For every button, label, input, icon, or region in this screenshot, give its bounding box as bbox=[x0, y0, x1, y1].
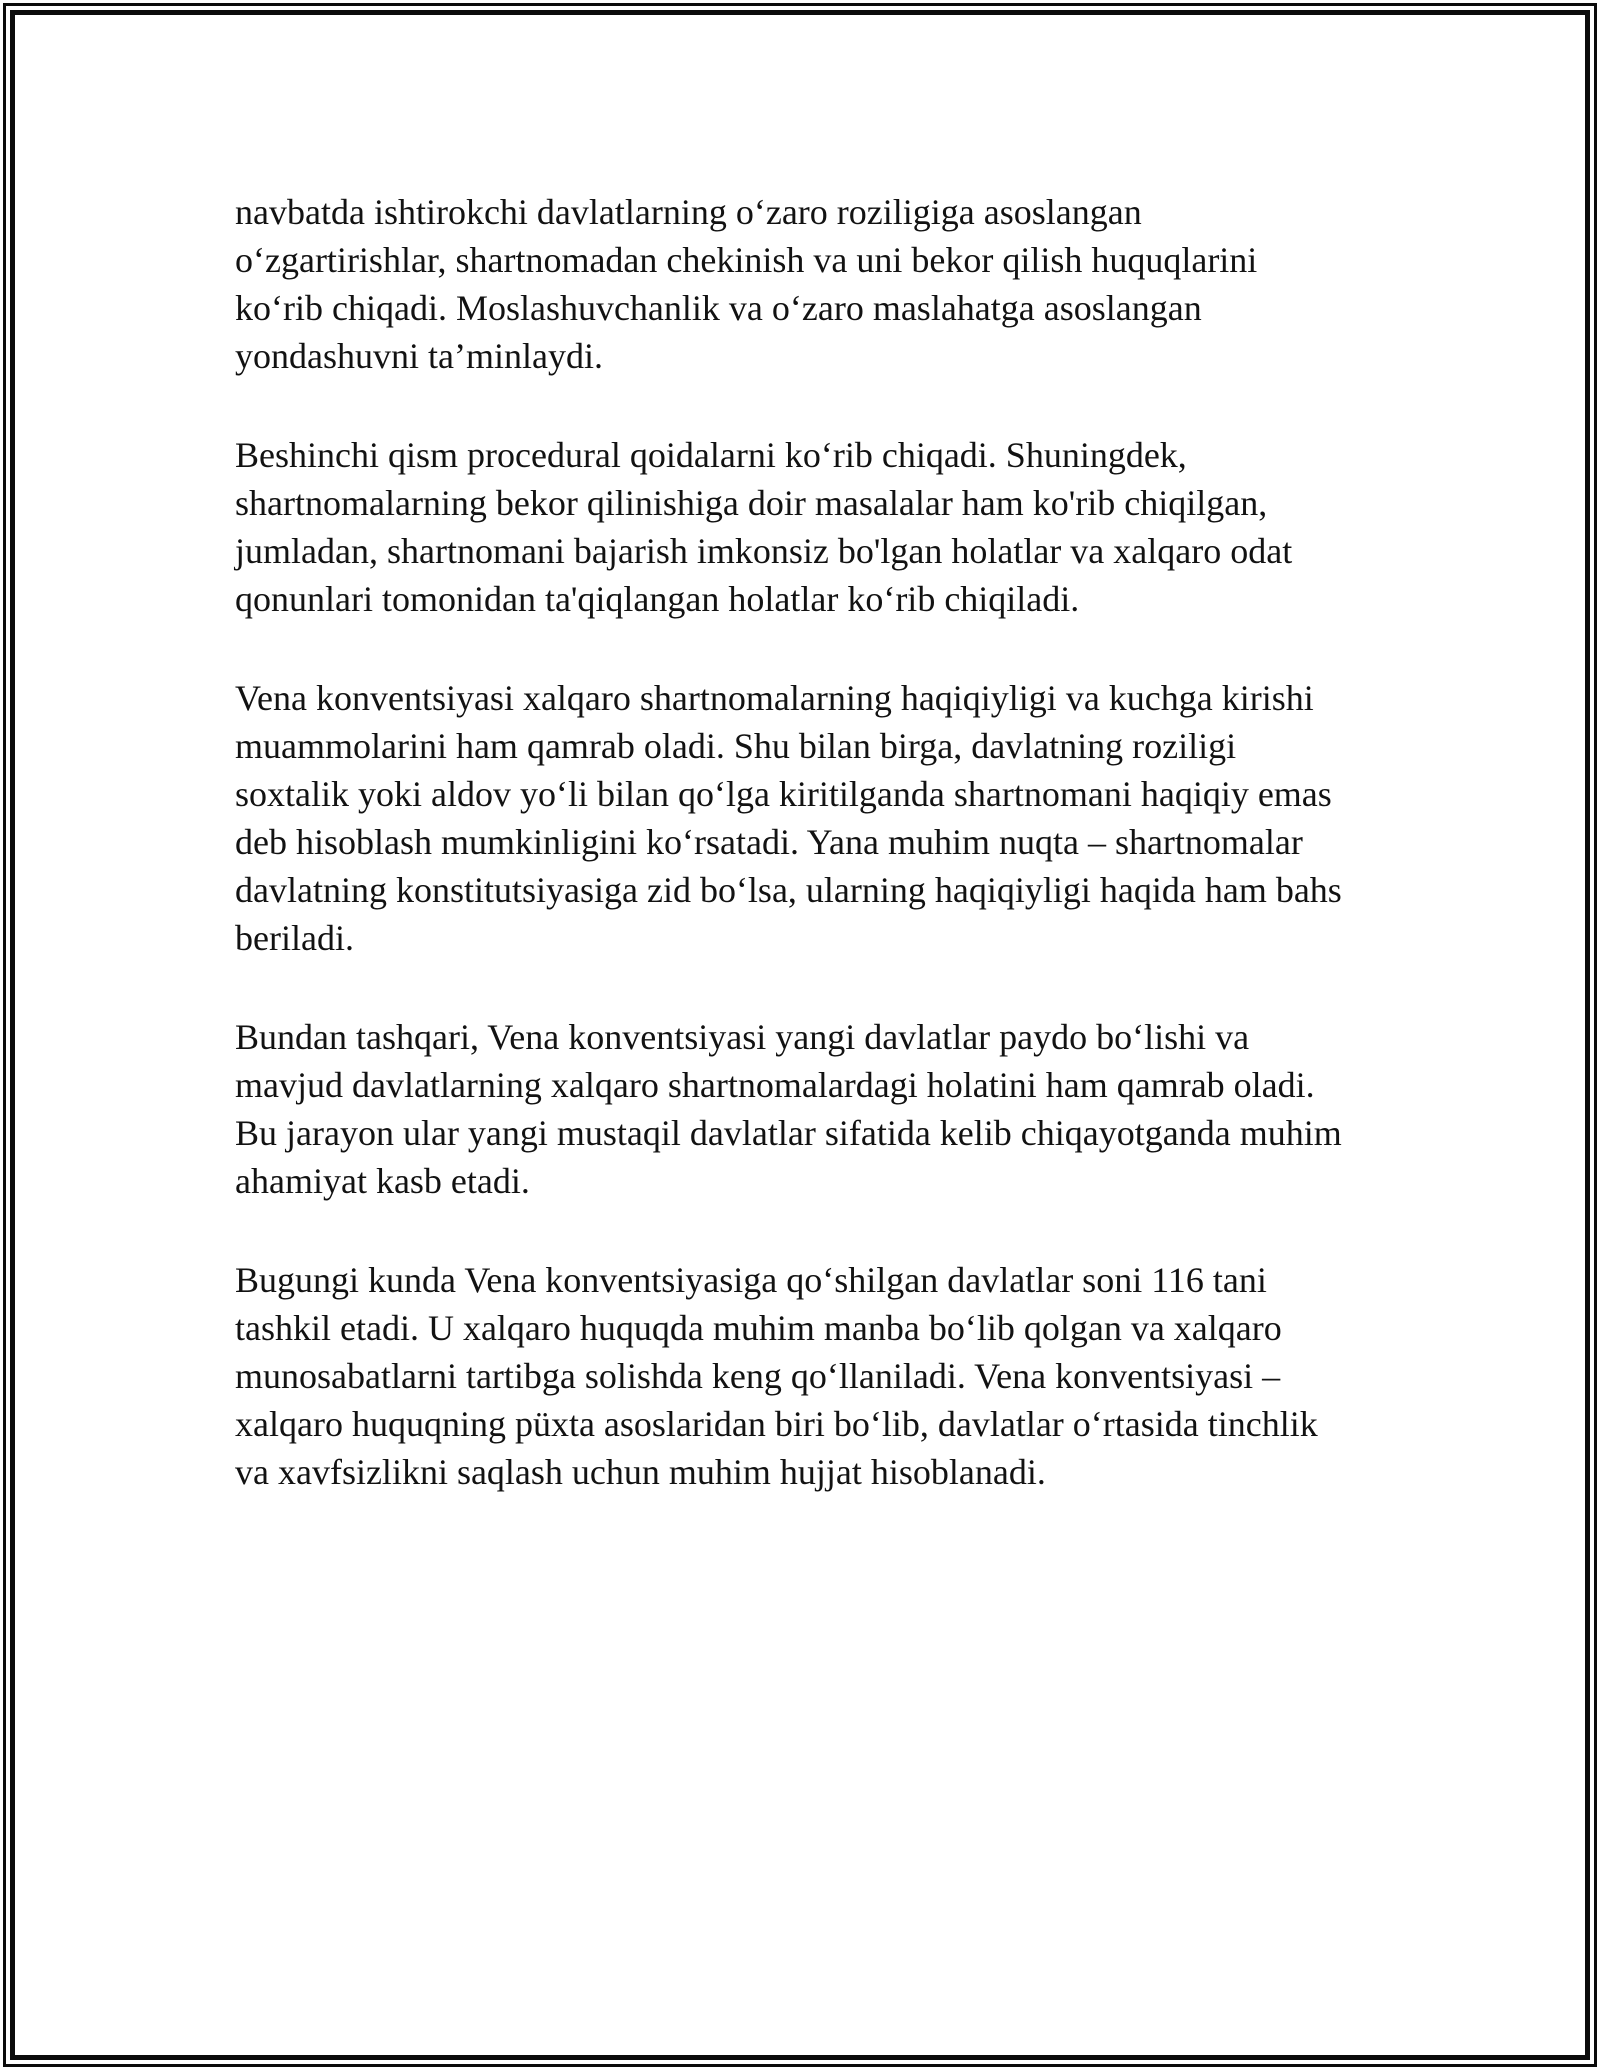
text-line: xalqaro huquqning püxta asoslaridan biri bo‘lib, davlatlar o‘rtasida tinchlik bbox=[235, 1404, 1318, 1444]
text-line: soxtalik yoki aldov yo‘li bilan qo‘lga kiritilganda shartnomani haqiqiy emas bbox=[235, 774, 1332, 814]
text-line: yondashuvni ta’minlaydi. bbox=[235, 336, 603, 376]
text-line: ahamiyat kasb etadi. bbox=[235, 1161, 530, 1201]
paragraph-3 bbox=[235, 674, 1385, 962]
text-line: davlatning konstitutsiyasiga zid bo‘lsa, ularning haqiqiyligi haqida ham bahs bbox=[235, 870, 1342, 910]
text-line: qonunlari tomonidan ta'qiqlangan holatlar ko‘rib chiqiladi. bbox=[235, 579, 1080, 619]
text-line: Bu jarayon ular yangi mustaqil davlatlar sifatida kelib chiqayotganda muhim bbox=[235, 1113, 1342, 1153]
paragraph-5 bbox=[235, 1256, 1385, 1496]
text-line: Bundan tashqari, Vena konventsiyasi yangi davlatlar paydo bo‘lishi va bbox=[235, 1017, 1250, 1057]
text-line: shartnomalarning bekor qilinishiga doir masalalar ham ko'rib chiqilgan, bbox=[235, 483, 1268, 523]
text-line: ko‘rib chiqadi. Moslashuvchanlik va o‘zaro maslahatga asoslangan bbox=[235, 288, 1202, 328]
paragraph-2 bbox=[235, 431, 1385, 623]
text-line: Bugungi kunda Vena konventsiyasiga qo‘shilgan davlatlar soni 116 tani bbox=[235, 1260, 1267, 1300]
text-line: va xavfsizlikni saqlash uchun muhim hujjat hisoblanadi. bbox=[235, 1452, 1046, 1492]
paragraph-4 bbox=[235, 1013, 1385, 1205]
text-line: beriladi. bbox=[235, 918, 354, 958]
text-line: Beshinchi qism procedural qoidalarni ko‘rib chiqadi. Shuningdek, bbox=[235, 435, 1187, 475]
text-line: deb hisoblash mumkinligini ko‘rsatadi. Yana muhim nuqta – shartnomalar bbox=[235, 822, 1303, 862]
text-line: muammolarini ham qamrab oladi. Shu bilan birga, davlatning roziligi bbox=[235, 726, 1237, 766]
text-line: navbatda ishtirokchi davlatlarning o‘zaro roziligiga asoslangan bbox=[235, 192, 1142, 232]
text-line: mavjud davlatlarning xalqaro shartnomalardagi holatini ham qamrab oladi. bbox=[235, 1065, 1315, 1105]
text-line: jumladan, shartnomani bajarish imkonsiz bo'lgan holatlar va xalqaro odat bbox=[235, 531, 1293, 571]
text-line: munosabatlarni tartibga solishda keng qo‘llaniladi. Vena konventsiyasi – bbox=[235, 1356, 1281, 1396]
paragraph-1 bbox=[235, 188, 1385, 380]
text-line: Vena konventsiyasi xalqaro shartnomalarning haqiqiyligi va kuchga kirishi bbox=[235, 678, 1314, 718]
text-line: tashkil etadi. U xalqaro huquqda muhim manba bo‘lib qolgan va xalqaro bbox=[235, 1308, 1282, 1348]
document-body bbox=[235, 188, 1385, 1496]
text-line: o‘zgartirishlar, shartnomadan chekinish va uni bekor qilish huquqlarini bbox=[235, 240, 1258, 280]
